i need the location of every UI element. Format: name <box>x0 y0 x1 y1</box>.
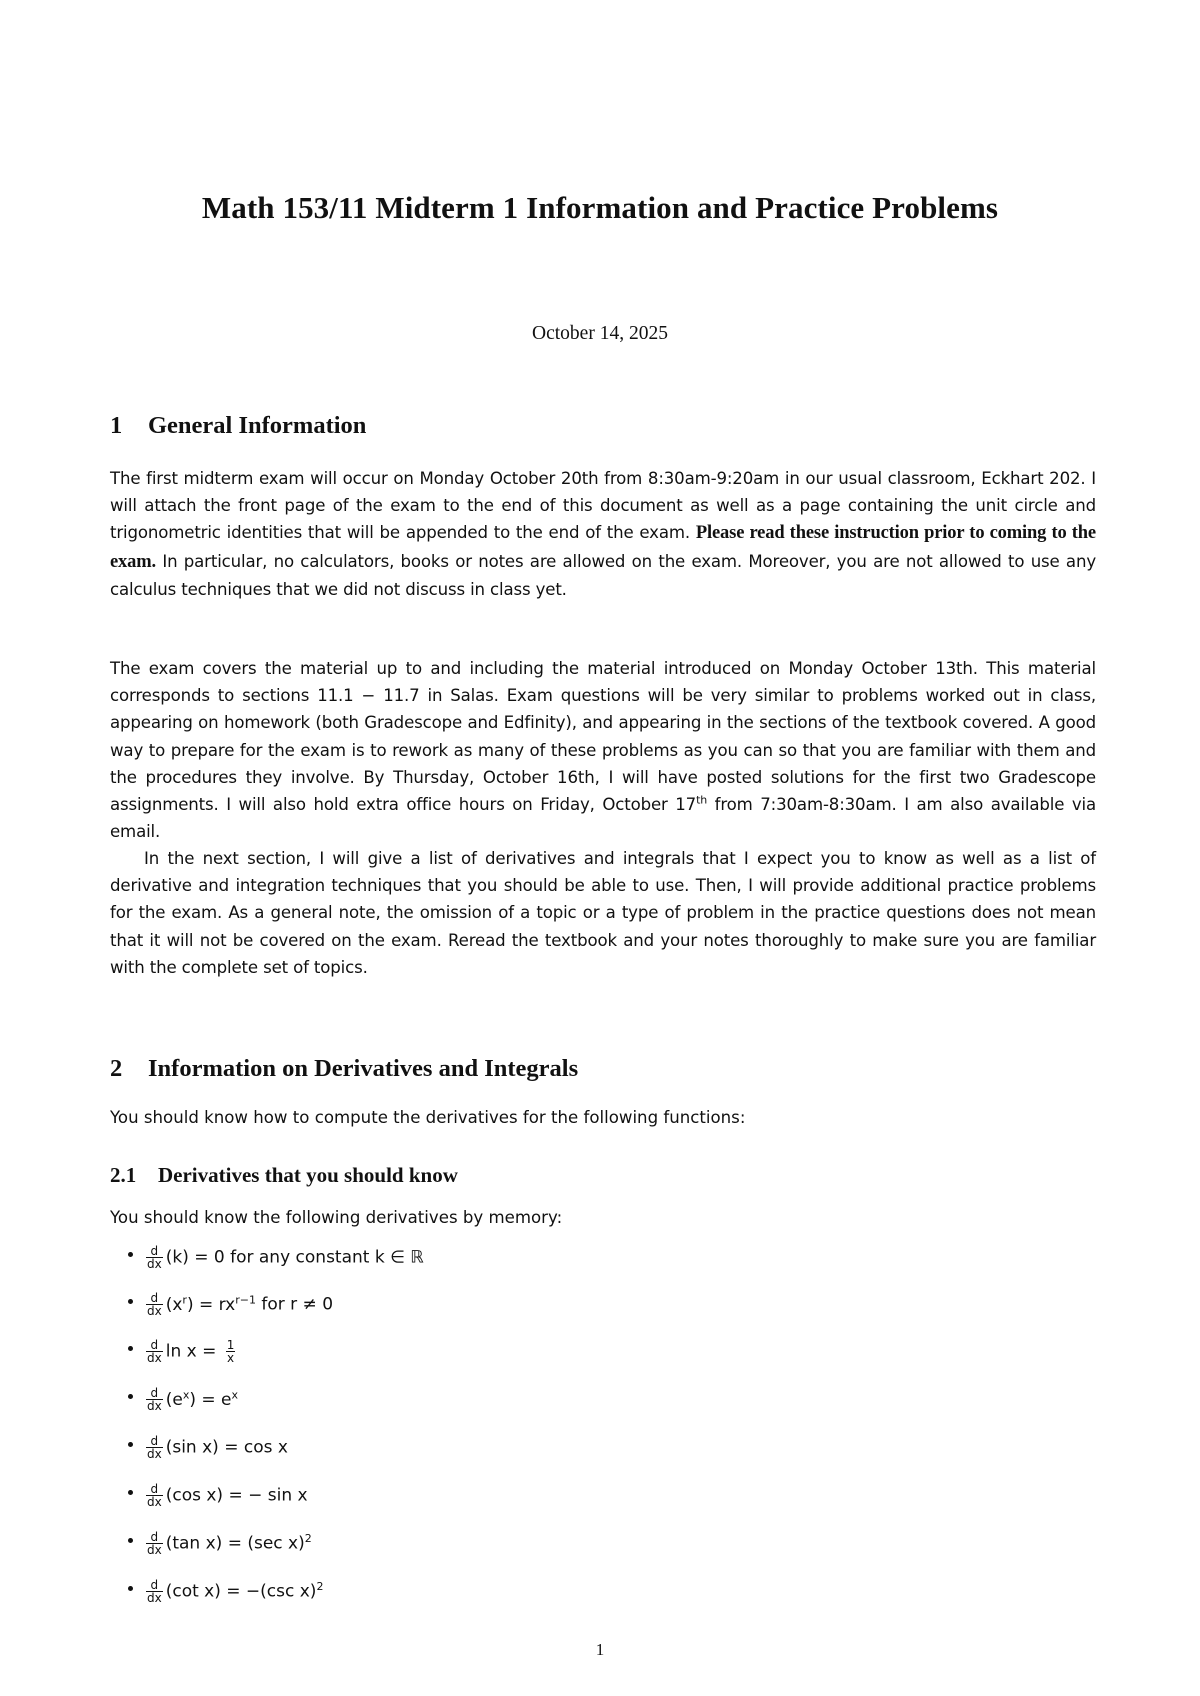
paragraph-text: In particular, no calculators, books or notes are allowed on the exam. Moreover, you are not allowed to use any calculus techniques that we did not discuss in class yet. <box>110 551 1096 599</box>
bullet-icon <box>128 1538 133 1543</box>
exponent: 2 <box>304 1531 312 1545</box>
derivative-operator: $\frac{d}{dx}$ <box>147 1434 162 1461</box>
list-item <box>142 1531 312 1556</box>
paragraph-text: from 7:30am-8:30am. I am also available via email. <box>110 795 1096 842</box>
bullet-icon <box>128 1252 133 1257</box>
paragraph-general-info <box>110 465 1096 603</box>
formula: (cot x) = −(csc x) <box>165 1581 317 1602</box>
section-number: 1 <box>110 412 123 439</box>
derivative-operator: $\frac{d}{dx}$ <box>147 1482 162 1509</box>
exponent: 2 <box>316 1579 324 1593</box>
bullet-icon <box>128 1394 133 1399</box>
paragraph-next-section: In the next section, I will give a list of derivatives and integrals that I expect you to know as well as a list of derivative and integration techniques that you should be able to use. Then, I will provide additional practice problems for the exam. As a general note, the omission of a topic or a type of problem in the practice questions does not mean that it will not be covered on the exam. Reread the textbook and your notes thoroughly to make sure you are familiar with the complete set of topics. <box>110 849 1096 977</box>
fraction: $\frac{1}{x}$ <box>226 1338 235 1365</box>
list-item <box>142 1339 238 1364</box>
derivative-operator: $\frac{d}{dx}$ <box>147 1578 162 1605</box>
formula: $(x^r) = rx^{r-1}$ <box>165 1292 256 1315</box>
list-item <box>142 1387 238 1412</box>
subsection-number: 2.1 <box>110 1163 137 1187</box>
subsection-2-1-heading <box>110 1163 458 1188</box>
paragraph-exam-coverage <box>110 655 1096 845</box>
derivative-operator: $\frac{d}{dx}$ <box>147 1530 162 1557</box>
subsection-title: Derivatives that you should know <box>158 1163 458 1187</box>
formula: ln x = <box>165 1341 222 1362</box>
page-number: 1 <box>595 1640 605 1659</box>
paragraph-text: The first midterm exam will occur on Monday October 20th from 8:30am-9:20am in our usual classroom, Eckhart 202. I will attach the front page of the exam to the end of this document as well as a page containing the unit circle and trigonometric identities that will be appended to the end of the exam. <box>110 469 1096 543</box>
section-number: 2 <box>110 1055 123 1082</box>
bullet-icon <box>128 1586 133 1591</box>
list-item <box>142 1435 288 1460</box>
section-1-heading <box>110 412 366 440</box>
list-item <box>142 1483 308 1508</box>
section-2-intro: You should know how to compute the derivatives for the following functions: <box>110 1108 746 1127</box>
derivative-operator: $\frac{d}{dx}$ <box>147 1338 162 1365</box>
formula: $(e^x) = e^x$ <box>165 1387 238 1410</box>
ordinal-superscript: th <box>696 793 708 807</box>
section-2-heading <box>110 1055 578 1083</box>
list-item <box>142 1245 424 1270</box>
derivative-operator: $\frac{d}{dx}$ <box>147 1244 162 1271</box>
section-title: Information on Derivatives and Integrals <box>148 1055 579 1082</box>
paragraph-text: The exam covers the material up to and including the material introduced on Monday October 13th. This material corresponds to sections 11.1 − 11.7 in Salas. Exam questions will be very similar to problems worked out in class, appearing on homework (both Gradescope and Edfinity), and appearing in the sections of the textbook covered. A good way to prepare for the exam is to rework as many of these problems as you can so that you are familiar with them and the procedures they involve. By Thursday, October 16th, I will have posted solutions for the first two Gradescope assignments. I will also hold extra office hours on Friday, October 17 <box>110 659 1096 815</box>
subsection-intro: You should know the following derivatives by memory: <box>110 1208 563 1227</box>
formula: (tan x) = (sec x) <box>165 1533 305 1554</box>
list-item <box>142 1579 323 1604</box>
derivative-operator: $\frac{d}{dx}$ <box>147 1386 162 1413</box>
list-item <box>142 1292 333 1317</box>
section-title: General Information <box>148 412 367 439</box>
bullet-icon <box>128 1346 133 1351</box>
formula: (cos x) = − sin x <box>165 1485 308 1506</box>
formula: (k) = 0 <box>165 1247 225 1268</box>
bullet-icon <box>128 1442 133 1447</box>
formula: (sin x) = cos x <box>165 1437 288 1458</box>
formula-condition: for r ≠ 0 <box>255 1294 334 1315</box>
bold-instruction: Please read these instruction prior to coming to the exam. <box>110 523 1096 572</box>
derivative-operator: $\frac{d}{dx}$ <box>147 1291 162 1318</box>
bullet-icon <box>128 1299 133 1304</box>
formula-condition: for any constant k ∈ ℝ <box>224 1247 424 1268</box>
bullet-icon <box>128 1490 133 1495</box>
document-title: Math 153/11 Midterm 1 Information and Practice Problems <box>201 190 999 225</box>
document-date: October 14, 2025 <box>532 323 668 344</box>
